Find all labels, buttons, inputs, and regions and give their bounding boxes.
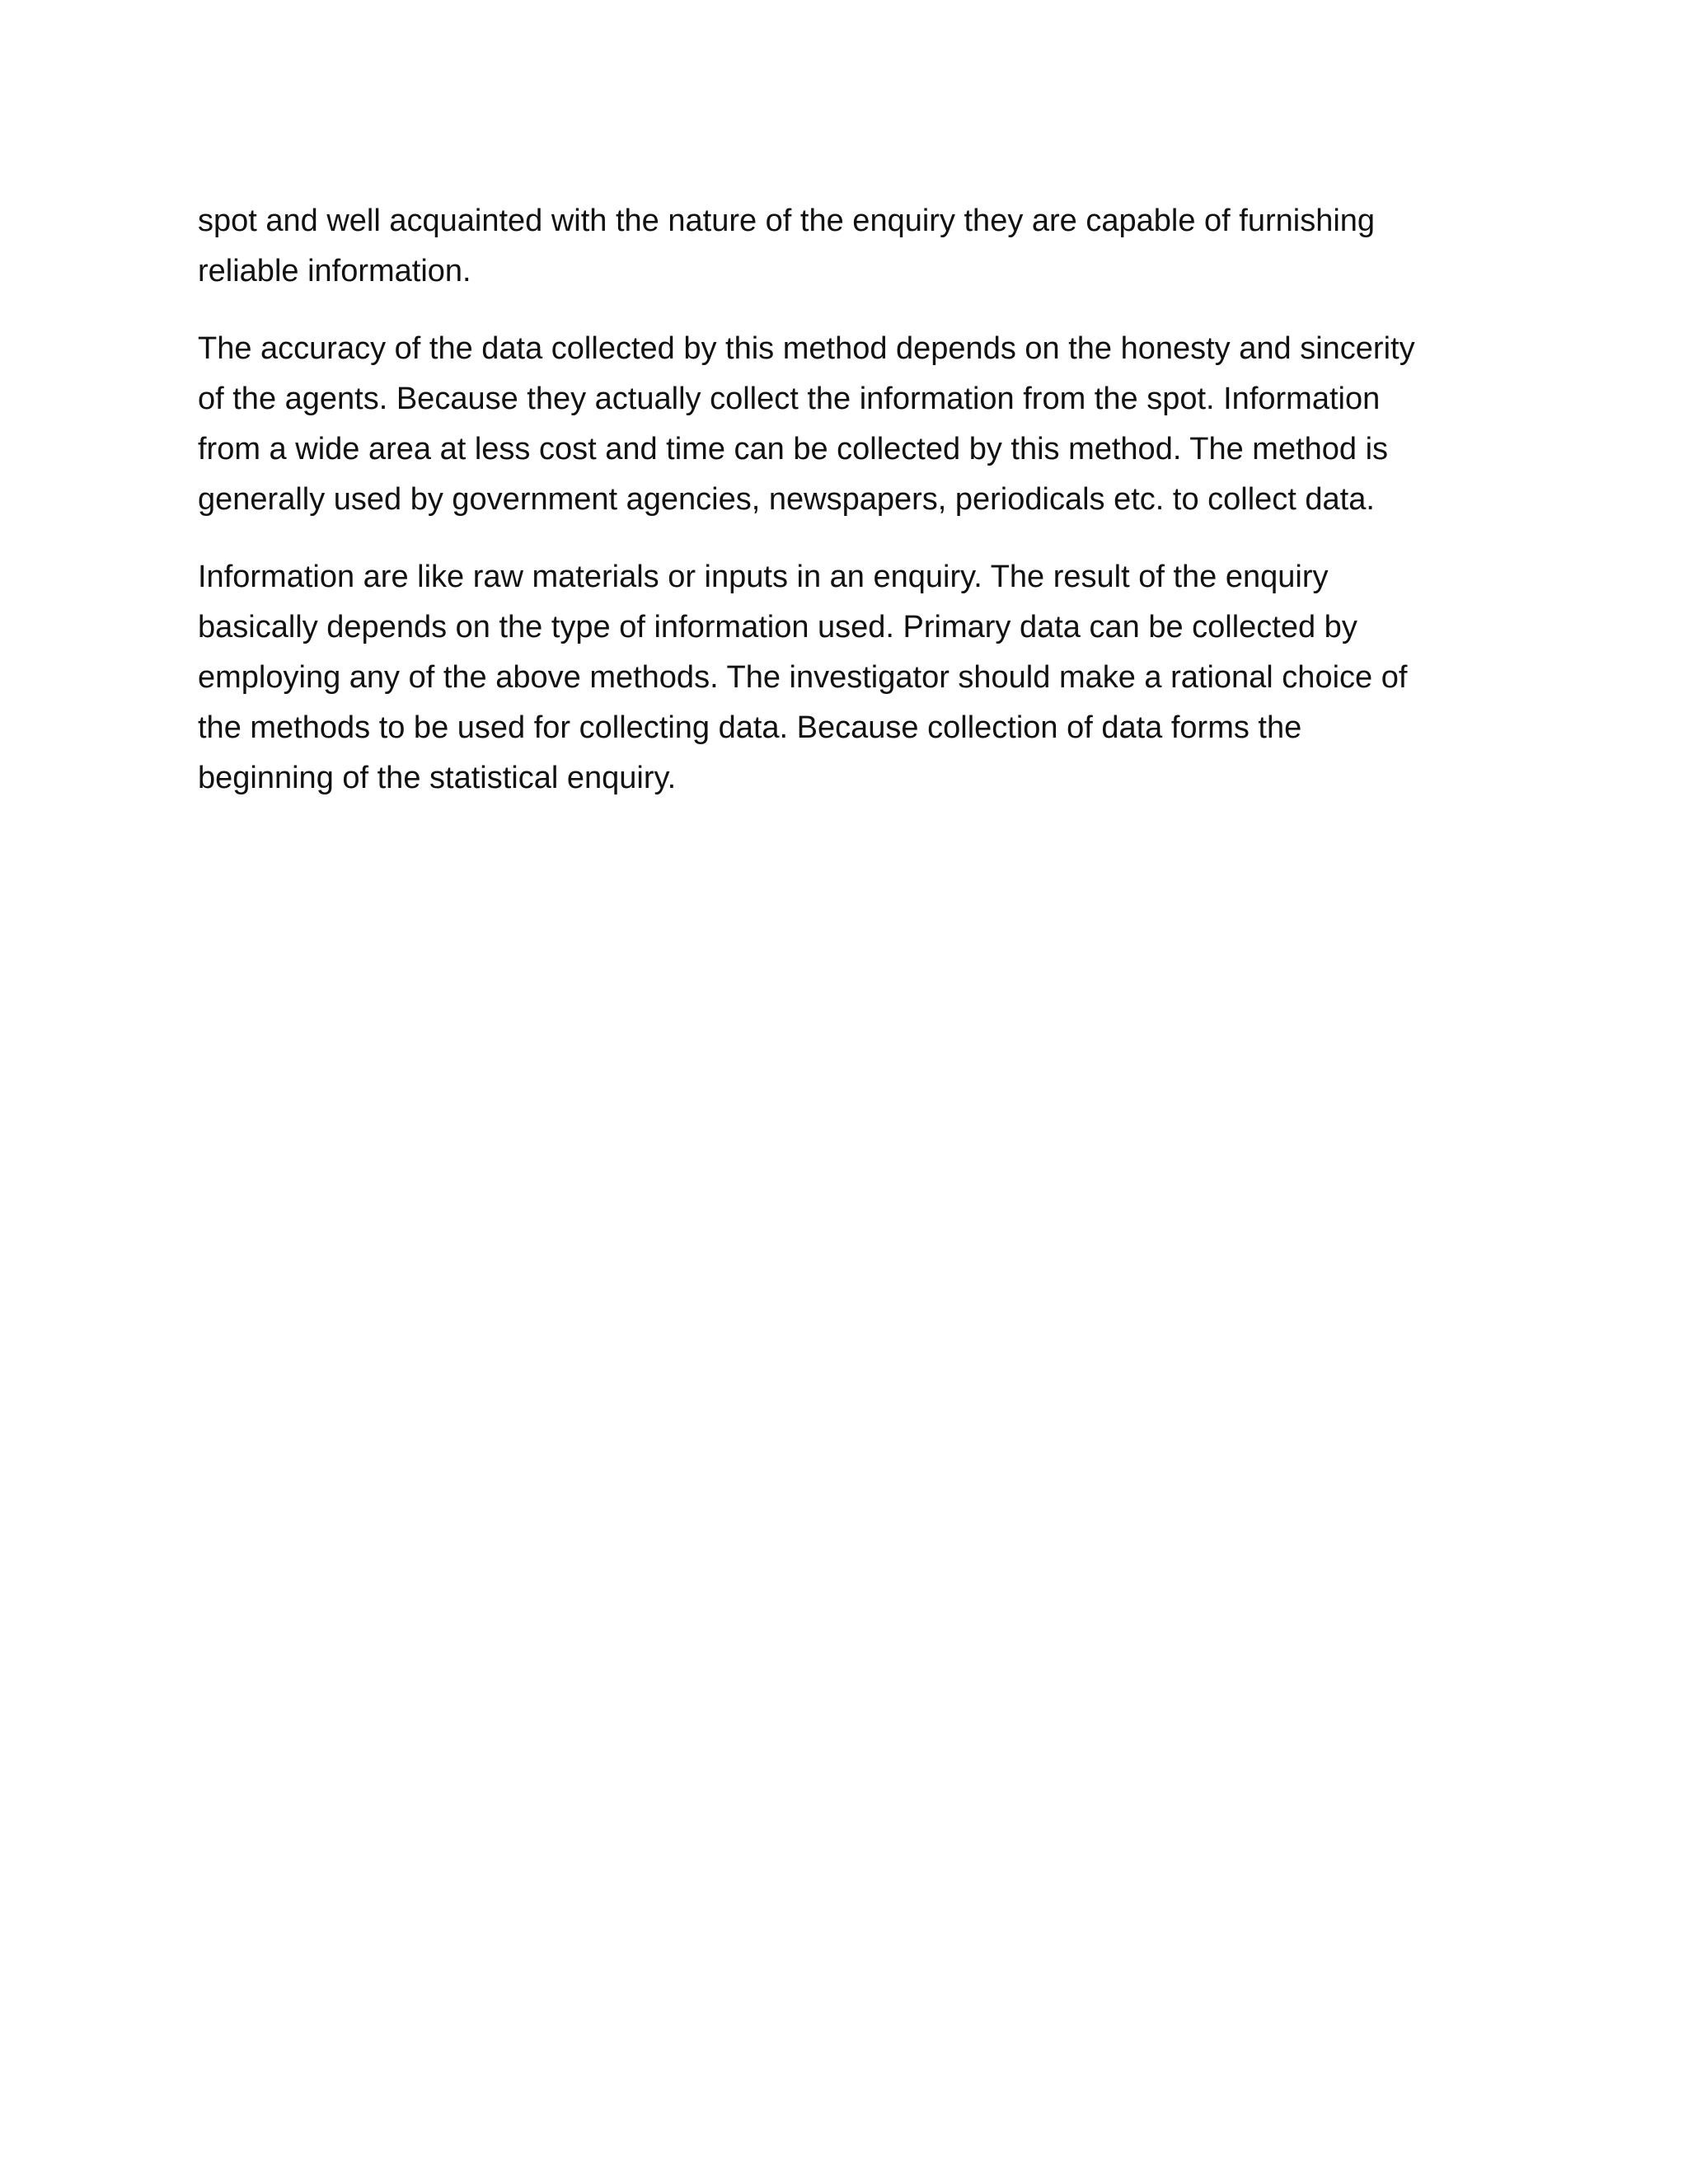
text-line: employing any of the above methods. The investigator should make a rational choice of (198, 660, 1408, 695)
text-line: reliable information. (198, 254, 471, 288)
text-line: spot and well acquainted with the nature of the enquiry they are capable of furnishing (198, 204, 1376, 238)
text-line: generally used by government agencies, newspapers, periodicals etc. to collect data. (198, 482, 1375, 517)
text-line: basically depends on the type of information used. Primary data can be collected by (198, 610, 1357, 644)
text-line: beginning of the statistical enquiry. (198, 761, 677, 795)
paragraph-1 (198, 196, 1500, 297)
text-line: from a wide area at less cost and time can be collected by this method. The method is (198, 432, 1389, 466)
paragraph-3 (198, 552, 1500, 804)
text-line: The accuracy of the data collected by this method depends on the honesty and sincerity (198, 331, 1415, 366)
paragraph-2 (198, 324, 1500, 525)
text-line: Information are like raw materials or inputs in an enquiry. The result of the enquiry (198, 560, 1329, 594)
text-line: of the agents. Because they actually collect the information from the spot. Information (198, 382, 1381, 416)
text-line: the methods to be used for collecting data. Because collection of data forms the (198, 710, 1302, 745)
body-text (198, 196, 1500, 804)
